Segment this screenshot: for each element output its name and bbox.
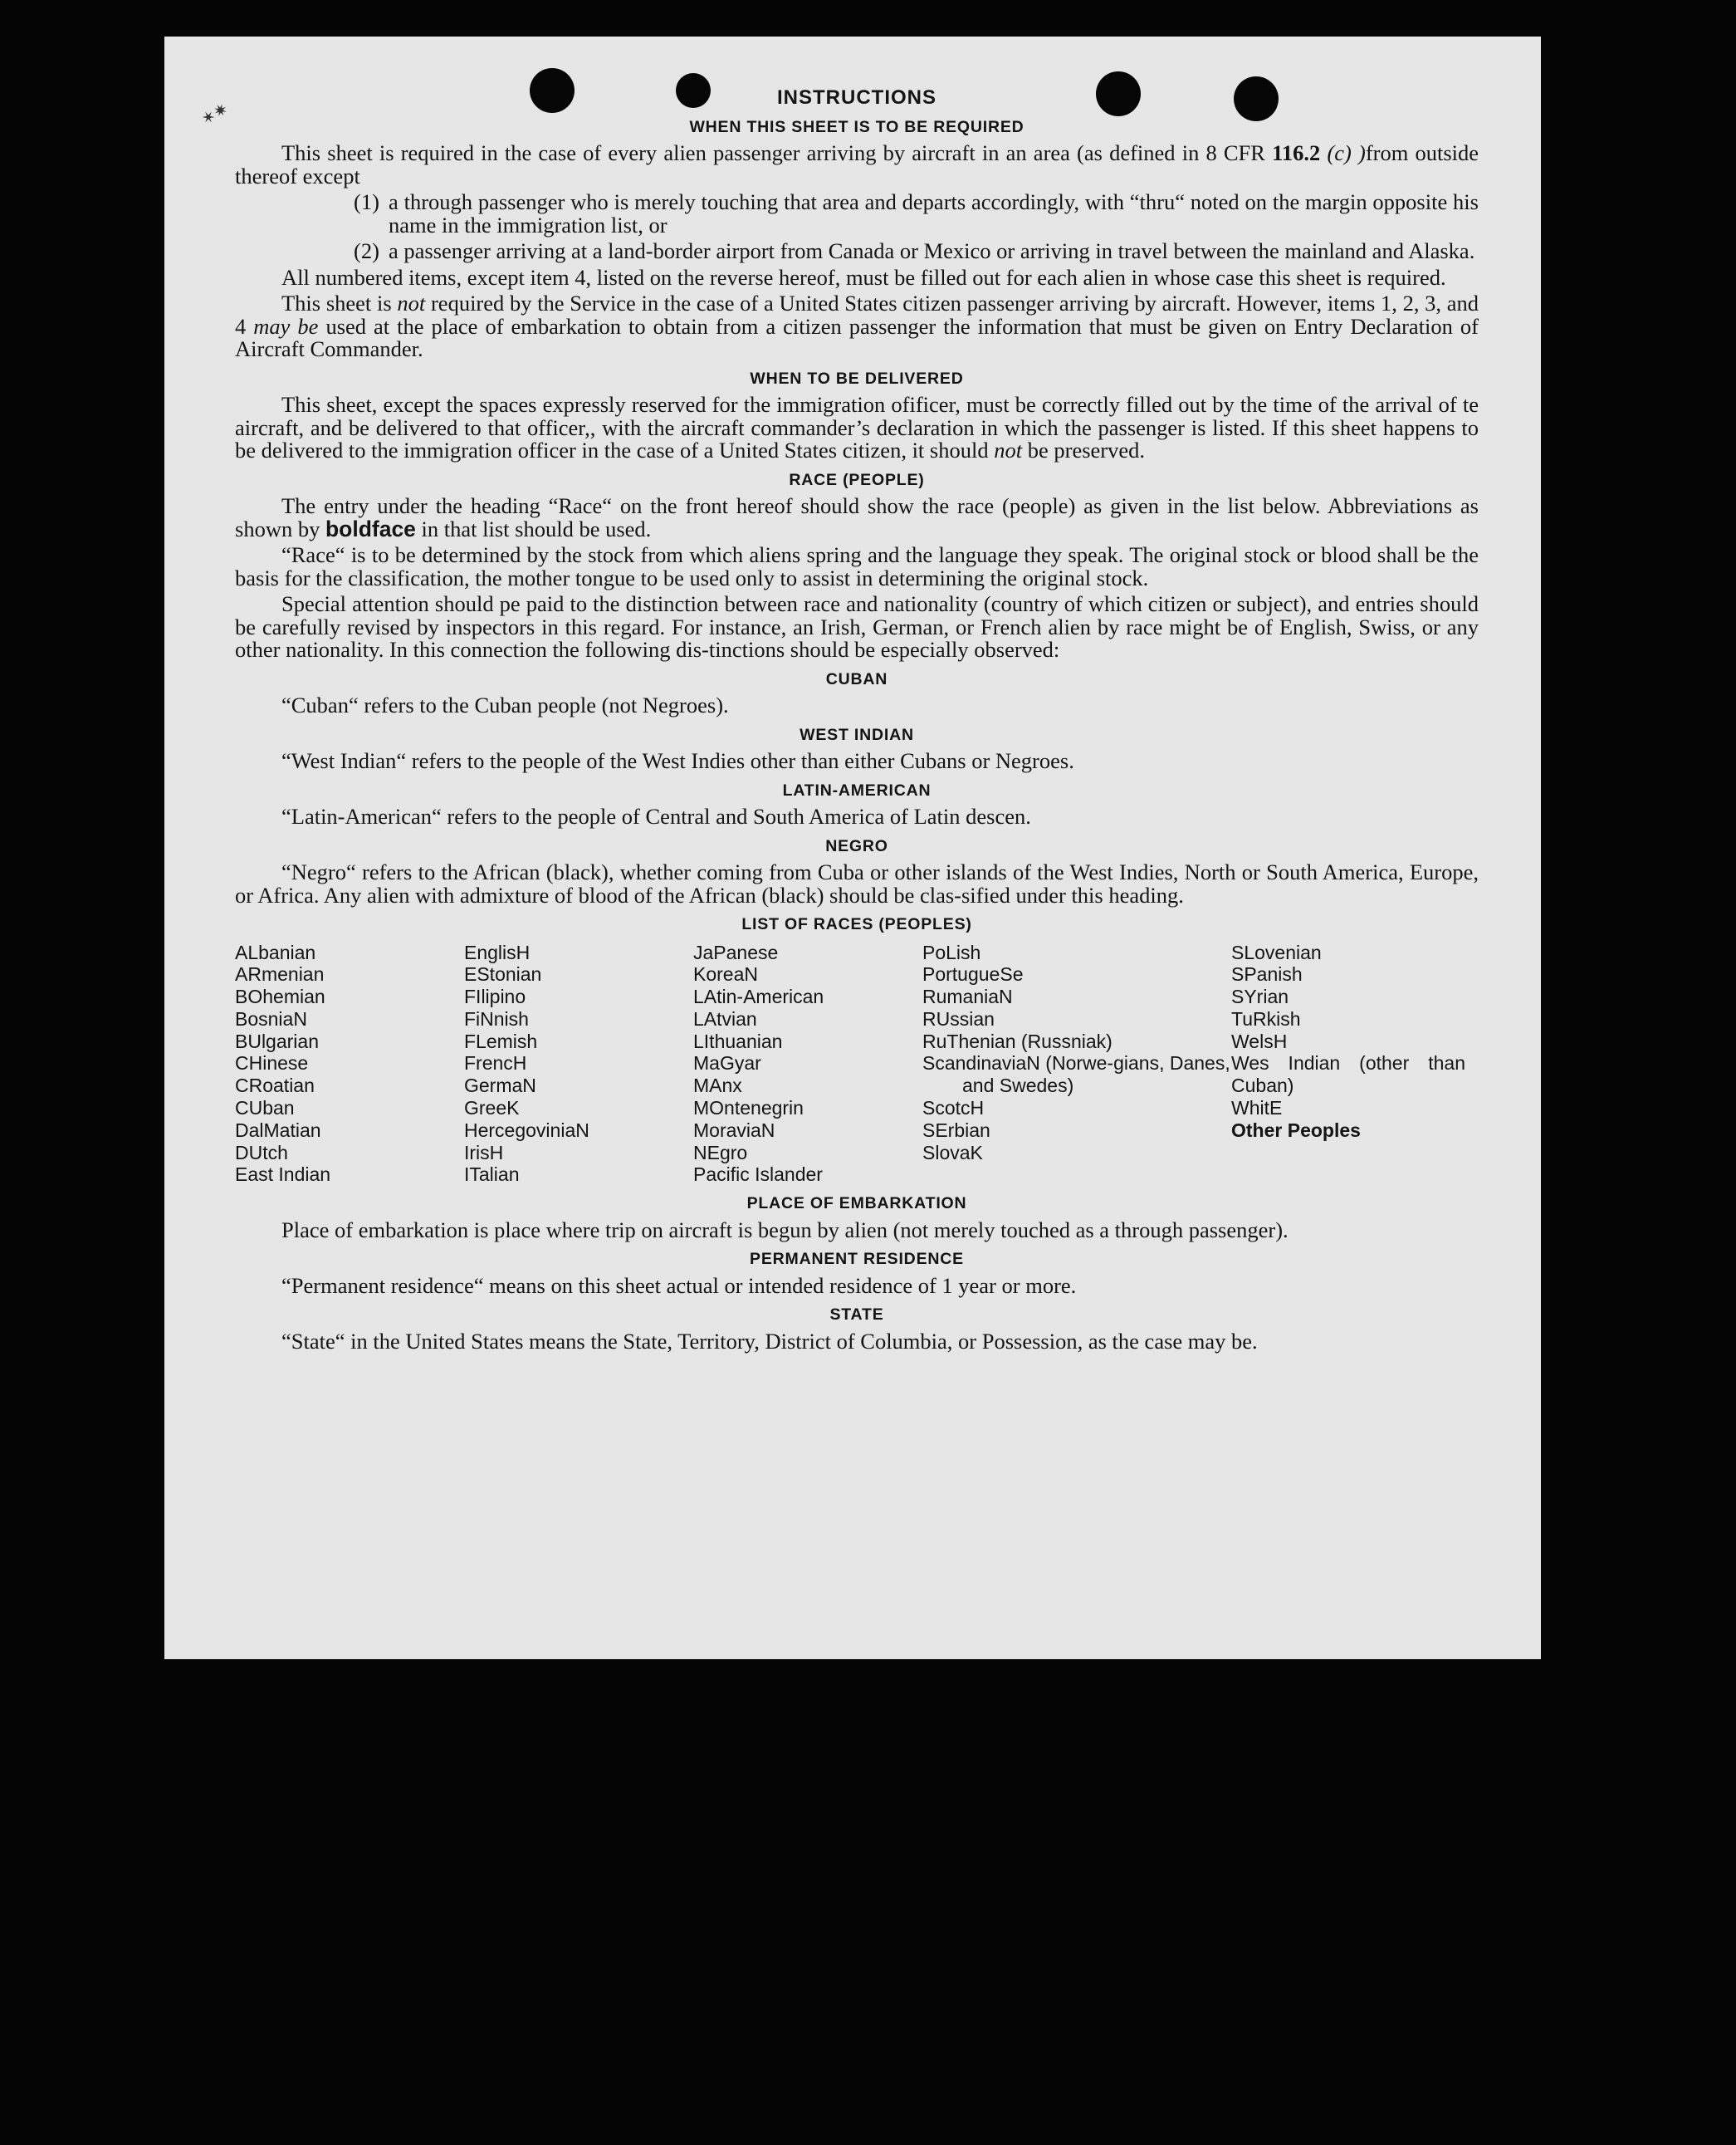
section-heading: WHEN TO BE DELIVERED (750, 369, 964, 388)
race-item: ITalian (464, 1163, 520, 1186)
race-item: IrisH (464, 1141, 504, 1163)
race-item: SPanish (1231, 963, 1303, 986)
paragraph: “Race“ is to be determined by the stock from which aliens spring and the language they speak. The original stock or blood shall be the basis for the classification, the mother tongue to be used only to assist in determining the original stock. (235, 542, 1479, 590)
race-column (464, 942, 693, 1187)
race-item: CRoatian (235, 1075, 315, 1097)
race-item: East Indian (235, 1163, 331, 1186)
ink-smudge: ✶✷ (197, 98, 232, 130)
paragraph: “Permanent residence“ means on this sheet actual or intended residence of 1 year or more. (281, 1272, 1077, 1298)
race-item: PortugueSe (922, 963, 1024, 986)
paragraph: All numbered items, except item 4, listed on the reverse hereof, must be filled out for each alien in whose case this sheet is required. (281, 264, 1446, 290)
paragraph: Special attention should pe paid to the distinction between race and nationality (country of which citizen or subject), and entries should be carefully revised by inspectors in this regard. For instance, an Irish, German, or French alien by race might be of English, Swiss, or any other nationality. In this connection the following dis-tinctions should be especially observed: (235, 591, 1479, 662)
paragraph: This sheet, except the spaces expressly reserved for the immigration ofificer, must be correctly filled out by the time of the arrival of te aircraft, and be delivered to that officer,, with the aircraft commander’s declaration in which the passenger is listed. If this sheet happens to be delivered to the immigration officer in the case of a United States citizen, it should not be preserved. (235, 392, 1479, 463)
race-item: JaPanese (693, 941, 779, 963)
punch-hole (676, 73, 711, 108)
race-item: EStonian (464, 963, 542, 986)
punch-hole (1096, 71, 1141, 116)
section-heading: LIST OF RACES (PEOPLES) (741, 915, 972, 933)
paragraph: “State“ in the United States means the State, Territory, District of Columbia, or Possession, as the case may be. (281, 1328, 1258, 1354)
race-item: BosniaN (235, 1007, 307, 1030)
race-item: ScandinaviaN (Norwe-gians, Danes, and Swedes) (922, 1052, 1230, 1097)
race-item: HercegoviniaN (464, 1119, 589, 1141)
list-item: (1) a through passenger who is merely touching that area and departs accordingly, with “thru“ noted on the margin opposite his name in the immigration list, or (354, 189, 1479, 238)
race-item: BOhemian (235, 986, 325, 1008)
race-item: PoLish (922, 941, 981, 963)
race-item: GermaN (464, 1075, 536, 1097)
paragraph: The entry under the heading “Race“ on the front hereof should show the race (people) as given in the list below. Abbreviations as shown by boldface in that list should be used. (235, 493, 1479, 541)
race-item: MoraviaN (693, 1119, 775, 1141)
section-heading: CUBAN (825, 669, 888, 688)
race-item: RumaniaN (922, 986, 1013, 1008)
paragraph: Place of embarkation is place where trip on aircraft is begun by alien (not merely touched as a through passenger). (281, 1217, 1289, 1242)
race-item: SErbian (922, 1119, 990, 1141)
race-column (1231, 942, 1465, 1187)
race-item: GreeK (464, 1097, 520, 1119)
section-heading: NEGRO (825, 836, 888, 855)
race-item: CUban (235, 1097, 295, 1119)
race-item: LAtvian (693, 1007, 757, 1030)
page-title: INSTRUCTIONS (777, 86, 936, 109)
race-item: DUtch (235, 1141, 288, 1163)
race-item: TuRkish (1231, 1007, 1301, 1030)
race-item: RUssian (922, 1007, 995, 1030)
section-heading: RACE (PEOPLE) (789, 470, 925, 489)
race-item: Pacific Islander (693, 1163, 823, 1186)
race-item: LAtin-American (693, 986, 824, 1008)
race-column (922, 942, 1231, 1187)
section-heading: PLACE OF EMBARKATION (746, 1194, 967, 1213)
race-item: FiNnish (464, 1007, 529, 1030)
section-heading: PERMANENT RESIDENCE (750, 1250, 964, 1269)
race-item: Other Peoples (1231, 1119, 1361, 1141)
race-column (235, 942, 464, 1187)
race-item: ALbanian (235, 941, 316, 963)
race-column (693, 942, 922, 1187)
race-item: FIlipino (464, 986, 526, 1008)
list-item: (2) a passenger arriving at a land-border airport from Canada or Mexico or arriving in travel between the mainland and Alaska. (354, 238, 1475, 263)
race-item: FrencH (464, 1052, 527, 1075)
section-heading: WEST INDIAN (800, 725, 914, 744)
race-item: SYrian (1231, 986, 1289, 1008)
section-heading: STATE (829, 1305, 884, 1325)
race-item: ARmenian (235, 963, 325, 986)
paragraph: This sheet is required in the case of every alien passenger arriving by aircraft in an area (as defined in 8 CFR 116.2 (c) )from outside thereof except (235, 140, 1479, 189)
punch-hole (1234, 76, 1279, 121)
race-item: EnglisH (464, 941, 531, 963)
race-item: MOntenegrin (693, 1097, 804, 1119)
race-item: BUlgarian (235, 1030, 319, 1052)
paragraph: “Negro“ refers to the African (black), whether coming from Cuba or other islands of the West Indies, North or South America, Europe, or Africa. Any alien with admixture of blood of the African (black) should be clas-sified under this heading. (235, 859, 1479, 908)
race-item: FLemish (464, 1030, 538, 1052)
paragraph: “Latin-American“ refers to the people of Central and South America of Latin descen. (281, 804, 1031, 829)
document-page (164, 37, 1541, 1659)
section-heading: LATIN-AMERICAN (782, 781, 932, 800)
race-item: MaGyar (693, 1052, 761, 1075)
race-item: CHinese (235, 1052, 309, 1075)
paragraph: “West Indian“ refers to the people of the West Indies other than either Cubans or Negroes. (281, 748, 1074, 773)
race-list (235, 942, 1479, 1187)
race-item: ScotcH (922, 1097, 985, 1119)
race-item: Wes Indian (other than Cuban) (1231, 1052, 1465, 1097)
race-item: RuThenian (Russniak) (922, 1030, 1113, 1052)
race-item: SlovaK (922, 1141, 983, 1163)
paragraph: This sheet is not required by the Service in the case of a United States citizen passenger arriving by aircraft. However, items 1, 2, 3, and 4 may be used at the place of embarkation to obtain from a citizen passenger the information that must be given on Entry Declaration of Aircraft Commander. (235, 291, 1479, 361)
race-item: MAnx (693, 1075, 742, 1097)
race-item: SLovenian (1231, 941, 1322, 963)
race-item: LIthuanian (693, 1030, 783, 1052)
race-item: KoreaN (693, 963, 758, 986)
race-item: WhitE (1231, 1097, 1283, 1119)
paragraph: “Cuban“ refers to the Cuban people (not Negroes). (281, 693, 729, 717)
race-item: DalMatian (235, 1119, 321, 1141)
race-item: WelsH (1231, 1030, 1288, 1052)
section-heading: WHEN THIS SHEET IS TO BE REQUIRED (689, 117, 1024, 136)
race-item: NEgro (693, 1141, 748, 1163)
punch-hole (530, 68, 575, 113)
